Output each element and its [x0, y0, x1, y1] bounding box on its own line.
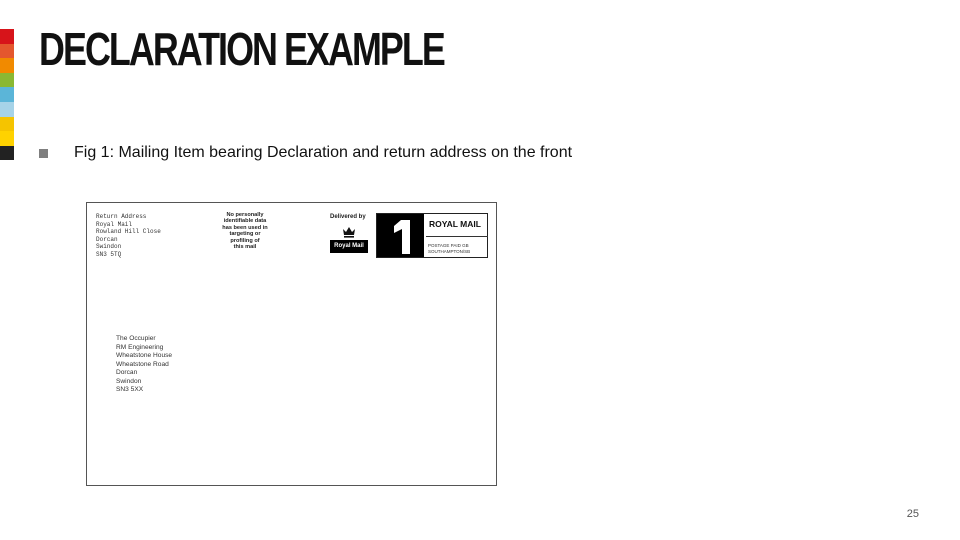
frank-postage-text [428, 243, 470, 254]
declaration-line: No personally [226, 212, 264, 218]
declaration-line: targeting or [229, 231, 261, 238]
return-address-line: Return Address [96, 213, 147, 220]
accent-color-strip [0, 29, 14, 160]
accent-color-block [0, 44, 14, 59]
accent-color-block [0, 131, 14, 146]
accent-color-block [0, 87, 14, 102]
accent-color-block [0, 117, 14, 132]
bullet-marker [39, 149, 48, 158]
frank-brand: ROYAL MAIL [429, 219, 481, 229]
figure-caption: Fig 1: Mailing Item bearing Declaration and return address on the front [74, 144, 573, 161]
frank-black-block [377, 214, 424, 257]
data-declaration [217, 212, 273, 250]
declaration-line: has been used in [222, 224, 268, 231]
return-address-line: Dorcan [96, 235, 118, 243]
declaration-line: identifiable data [223, 218, 267, 225]
recipient-address-line: Swindon [116, 377, 142, 385]
accent-color-block [0, 29, 14, 44]
postage-frank [376, 213, 488, 258]
return-address-line: Royal Mail [96, 220, 133, 228]
declaration-line: profiling of [230, 237, 260, 244]
return-address-line: Swindon [96, 243, 122, 250]
postage-line: POSTAGE PAID GB [428, 243, 469, 248]
declaration-line: this mail [233, 244, 257, 251]
return-address-line: SN3 5TQ [96, 250, 122, 258]
recipient-address-line: Wheatstone House [116, 352, 173, 359]
recipient-address [116, 335, 172, 395]
frank-divider [426, 236, 488, 237]
recipient-address-line: Dorcan [116, 369, 138, 376]
royal-mail-logo: Royal Mail [330, 240, 368, 253]
recipient-address-line: The Occupier [116, 335, 156, 342]
page-number: 25 [906, 508, 919, 520]
envelope-figure [86, 202, 497, 486]
recipient-address-line: SN3 5XX [116, 386, 144, 393]
accent-color-block [0, 102, 14, 117]
recipient-address-line: RM Engineering [116, 343, 164, 351]
numeral-one-icon [377, 214, 424, 257]
accent-color-block [0, 146, 14, 161]
slide-title: DECLARATION EXAMPLE [39, 23, 444, 75]
return-address [96, 213, 161, 258]
delivered-by-label: Delivered by [330, 214, 366, 220]
return-address-line: Rowland Hill Close [96, 228, 161, 235]
recipient-address-line: Wheatstone Road [116, 360, 169, 368]
accent-color-block [0, 58, 14, 73]
postage-line: SOUTHAMPTON/SB [428, 248, 471, 254]
accent-color-block [0, 73, 14, 88]
crown-icon [342, 226, 356, 238]
